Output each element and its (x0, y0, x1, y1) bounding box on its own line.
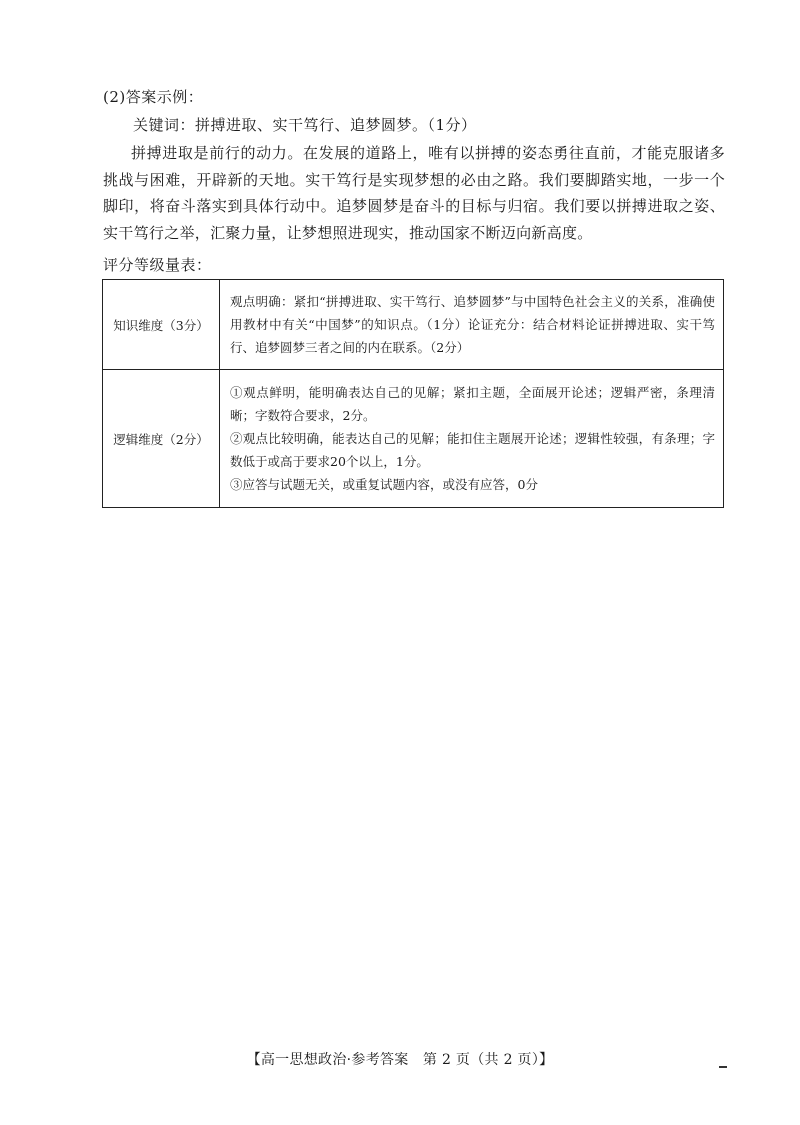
criteria-level-2: ①观点鲜明，能明确表达自己的见解；紧扣主题，全面展开论述；逻辑严密，条理清晰；字数符合要求，2分。 (230, 385, 715, 423)
criteria-text: 观点明确：紧扣“拼搏进取、实干笃行、追梦圆梦”与中国特色社会主义的关系，准确使用教材中有关“中国梦”的知识点。（1分）论证充分：结合材料论证拼搏进取、实干笃行、追梦圆梦三者之间的内在联系。（2分） (230, 294, 715, 355)
rubric-title: 评分等级量表： (103, 256, 212, 274)
criteria-level-0: ③应答与试题无关，或重复试题内容，或没有应答，0分 (230, 477, 538, 492)
rubric-row-logic (103, 370, 724, 508)
criteria-level-1: ②观点比较明确，能表达自己的见解；能扣住主题展开论述；逻辑性较强，有条理；字数低于或高于要求20个以上，1分。 (230, 431, 715, 469)
answer-heading: (2)答案示例： (103, 88, 204, 106)
answer-paragraph: 拼搏进取是前行的动力。在发展的道路上，唯有以拼搏的姿态勇往直前，才能克服诸多挑战与困难，开辟新的天地。实干笃行是实现梦想的必由之路。我们要脚踏实地，一步一个脚印，将奋斗落实到具体行动中。追梦圆梦是奋斗的目标与归宿。我们要以拼搏进取之姿、实干笃行之举，汇聚力量，让梦想照进现实，推动国家不断迈向新高度。 (103, 144, 725, 242)
rubric-row-knowledge (103, 280, 724, 370)
rubric-criteria-logic (220, 370, 724, 508)
answer-keywords: 关键词：拼搏进取、实干笃行、追梦圆梦。（1分） (133, 116, 477, 134)
corner-mark (719, 1066, 727, 1068)
rubric-dimension-logic: 逻辑维度（2分） (103, 370, 220, 508)
rubric-dimension-knowledge: 知识维度（3分） (103, 280, 220, 370)
rubric-table (102, 279, 724, 508)
page-footer: 【高一思想政治·参考答案 第 2 页（共 2 页）】 (246, 1052, 554, 1068)
rubric-criteria-knowledge (220, 280, 724, 370)
